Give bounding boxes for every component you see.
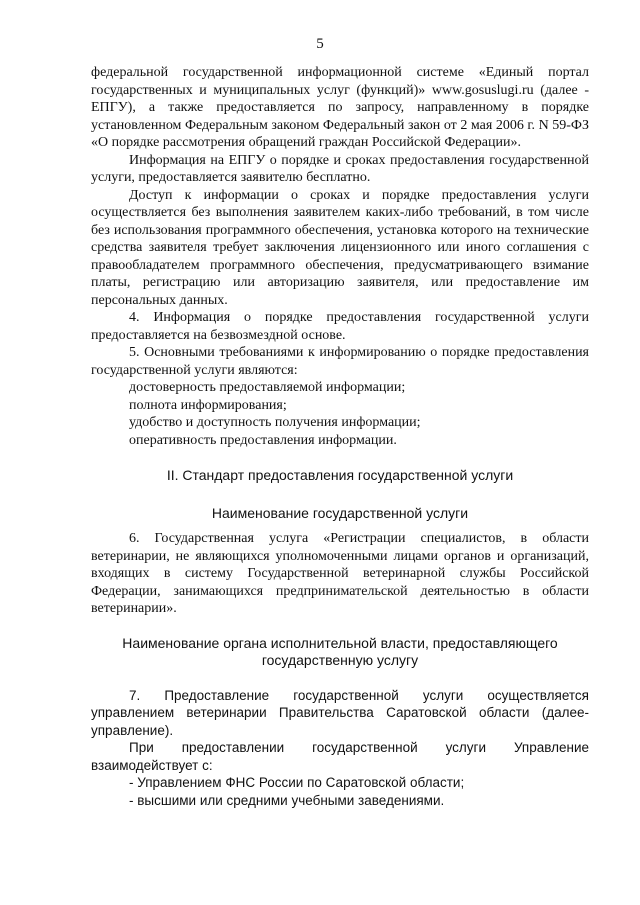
subheading-authority-line2: государственную услугу xyxy=(261,652,419,668)
requirement-item: достоверность предоставляемой информации; xyxy=(129,380,406,395)
subheading-service-name: Наименование государственной услуги xyxy=(211,504,469,521)
document-body xyxy=(91,64,589,809)
interacts-item: - Управлением ФНС России по Саратовской области; xyxy=(129,775,465,790)
requirement-item: удобство и доступность получения информации; xyxy=(129,415,421,430)
page-number: 5 xyxy=(316,36,324,52)
paragraph-info-free: Информация на ЕПГУ о порядке и сроках предоставления государственной услуги, предоставляется заявителю бесплатно. xyxy=(91,152,589,185)
paragraph-access: Доступ к информации о сроках и порядке предоставления услуги осуществляется без выполнения заявителем каких-либо требований, в том числе без использования программного обеспечения, установка которого на технические средства заявителя требует заключения лицензионного или иного соглашения с правообладателем программного обеспечения, предусматривающего взимание платы, регистрацию или авторизацию заявителя, или предоставление им персональных данных. xyxy=(91,187,589,308)
requirement-item: оперативность предоставления информации. xyxy=(129,432,397,448)
section-title: II. Стандарт предоставления государственной услуги xyxy=(166,467,514,483)
paragraph-epgu-intro: федеральной государственной информационной системе «Единый портал государственных и муниципальных услуг (функций)» www.gosuslugi.ru (далее - ЕПГУ), а также предоставляется по запросу, направленному в порядке установленном Федеральным законом Федеральный закон от 2 мая 2006 г. N 59-ФЗ «О порядке рассмотрения обращений граждан Российской Федерации». xyxy=(91,65,589,150)
subheading-authority-line1: Наименование органа исполнительной власти, предоставляющего xyxy=(122,634,558,651)
paragraph-7: 7. Предоставление государственной услуги осуществляется управлением ветеринарии Правительства Саратовской области (далее-управление). xyxy=(91,687,589,738)
interacts-item: - высшими или средними учебными заведениями. xyxy=(129,792,445,808)
paragraph-4: 4. Информация о порядке предоставления государственной услуги предоставляется на безвозмездной основе. xyxy=(91,310,589,343)
requirement-item: полнота информирования; xyxy=(129,397,287,413)
paragraph-interacts: При предоставлении государственной услуги Управление взаимодействует с: xyxy=(91,740,589,773)
paragraph-5: 5. Основными требованиями к информированию о порядке предоставления государственной услуги являются: xyxy=(91,345,589,378)
paragraph-6: 6. Государственная услуга «Регистрации специалистов, в области ветеринарии, не являющихся уполномоченными лицами органов и организаций, входящих в систему Государственной ветеринарной службы Российской Федерации, занимающихся предпринимательской деятельностью в области ветеринарии». xyxy=(91,531,589,616)
